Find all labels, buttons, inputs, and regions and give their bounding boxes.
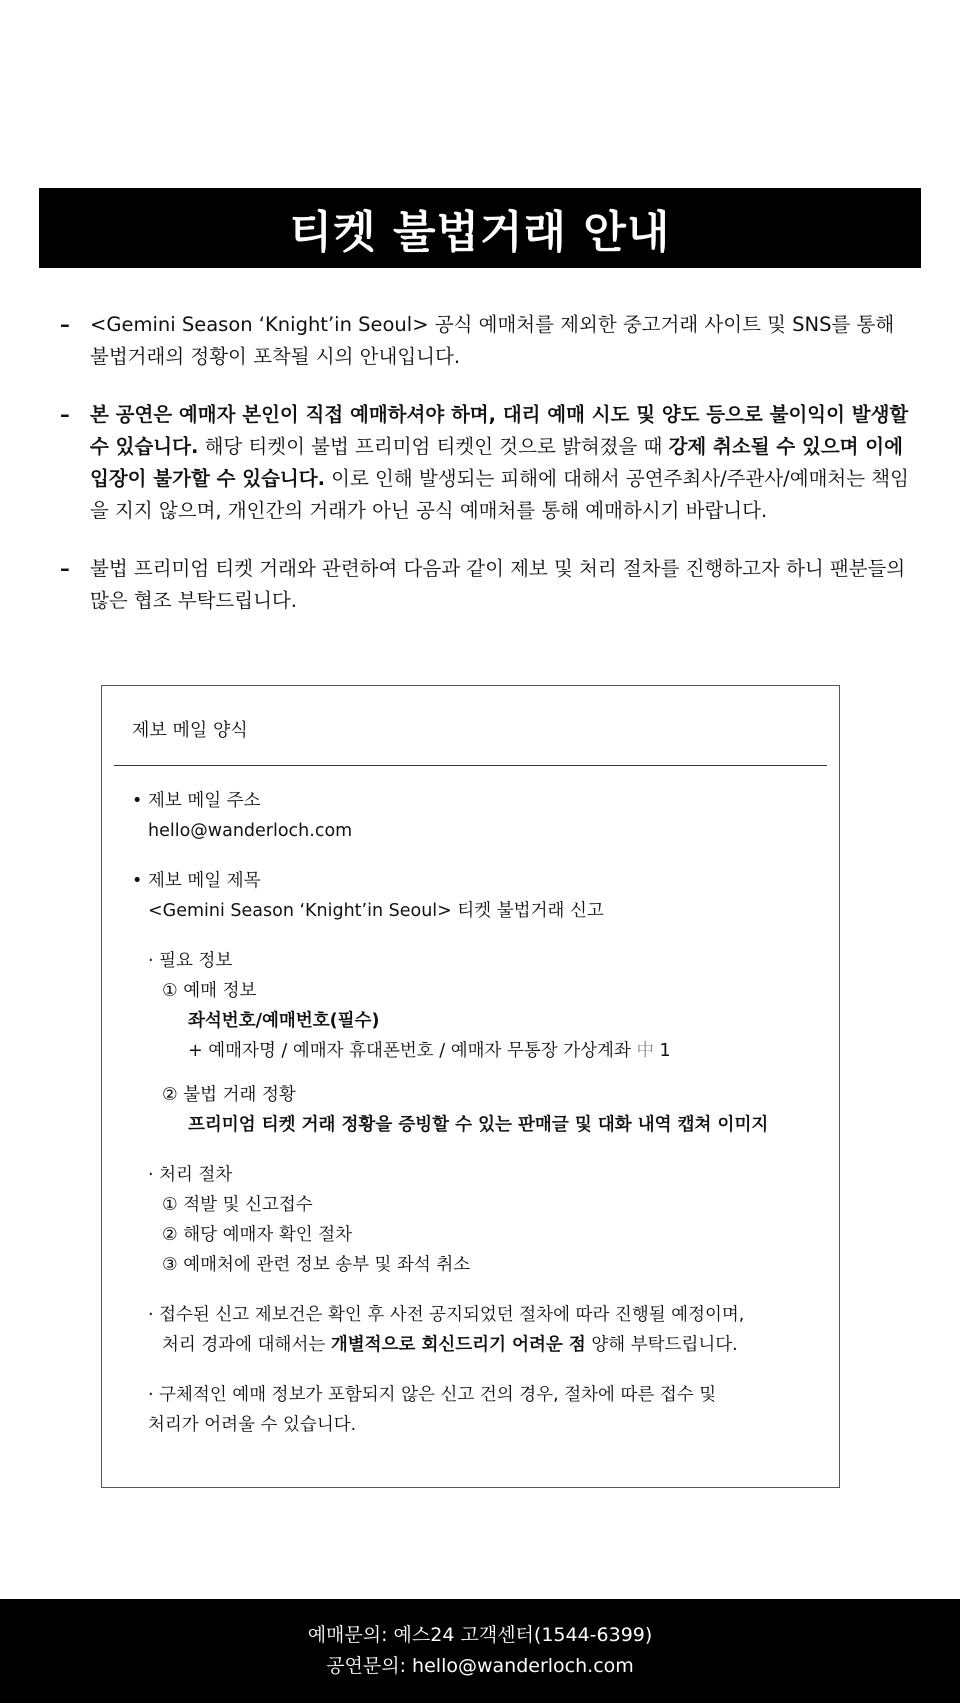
dash-marker: –: [60, 403, 70, 426]
process-step: ② 해당 예매자 확인 절차: [162, 1225, 353, 1245]
hanja-char: 中: [636, 1041, 654, 1061]
dash-marker: –: [60, 313, 70, 336]
footer: [0, 1599, 960, 1703]
note-line: [132, 1330, 822, 1360]
mail-subject: <Gemini Season ‘Knight’in Seoul> 티켓 불법거래 신고: [148, 901, 604, 921]
req-extra-count: 1: [653, 1041, 671, 1061]
note-text: 처리 경과에 대해서는: [162, 1335, 331, 1355]
note-line: 처리가 어려울 수 있습니다.: [148, 1415, 357, 1435]
footer-booking-contact: 예매문의: 예스24 고객센터(1544-6399): [307, 1624, 653, 1646]
form-body: [132, 786, 822, 1440]
mail-subject-label-text: 제보 메일 제목: [148, 871, 261, 891]
mail-subject-label: [132, 866, 822, 896]
notice-item: [60, 399, 910, 527]
notice-bold-text: 본 공연은 예매자 본인이 직접 예매하셔야 하며, 대리 예매 시도 및 양도 등으로 불이익이 발생할 수 있습니다.: [90, 403, 909, 458]
req-illegal-evidence: 프리미엄 티켓 거래 정황을 증빙할 수 있는 판매글 및 대화 내역 캡쳐 이미지: [188, 1115, 769, 1135]
note-bold: 개별적으로 회신드리기 어려운 점: [330, 1335, 586, 1355]
mail-address-label: [132, 786, 822, 816]
note-line: · 구체적인 예매 정보가 포함되지 않은 신고 건의 경우, 절차에 따른 접수 및: [148, 1385, 717, 1405]
form-title: 제보 메일 양식: [132, 720, 248, 741]
note-text: 양해 부탁드립니다.: [585, 1335, 738, 1355]
required-info-label: · 필요 정보: [148, 951, 233, 971]
footer-performance-contact: 공연문의: hello@wanderloch.com: [326, 1655, 634, 1677]
notice-bold-text: 강제 취소될 수 있으며 이에 입장이 불가할 수 있습니다.: [90, 435, 903, 490]
req-extra-text: + 예매자명 / 예매자 휴대폰번호 / 예매자 무통장 가상계좌: [188, 1041, 637, 1061]
req-booking-info-extra: [132, 1036, 822, 1066]
divider: [114, 765, 827, 766]
req-illegal-evidence-label: ② 불법 거래 정황: [162, 1085, 296, 1105]
notice-text: <Gemini Season ‘Knight’in Seoul> 공식 예매처를 제외한 중고거래 사이트 및 SNS를 통해 불법거래의 정황이 포착될 시의 안내입니다.: [90, 313, 895, 368]
notice-item: [60, 309, 910, 373]
bullet-marker: •: [132, 791, 143, 811]
notice-text: 불법 프리미엄 티켓 거래와 관련하여 다음과 같이 제보 및 처리 절차를 진행하고자 하니 팬분들의 많은 협조 부탁드립니다.: [90, 557, 906, 612]
notice-item: [60, 553, 910, 617]
notice-text: 해당 티켓이 불법 프리미엄 티켓인 것으로 밝혀졌을 때: [198, 435, 669, 458]
notice-list: [60, 309, 910, 643]
notice-text: 이로 인해 발생되는 피해에 대해서 공연주최사/주관사/예매처는 책임을 지지 않으며, 개인간의 거래가 아닌 공식 예매처를 통해 예매하시기 바랍니다.: [90, 467, 909, 522]
report-mail-form: [101, 685, 840, 1488]
bullet-marker: •: [132, 871, 143, 891]
title-banner: [39, 188, 921, 268]
process-step: ① 적발 및 신고접수: [162, 1195, 313, 1215]
mail-address-label-text: 제보 메일 주소: [148, 791, 261, 811]
req-booking-info-required: 좌석번호/예매번호(필수): [188, 1011, 380, 1031]
mail-address: hello@wanderloch.com: [148, 821, 353, 841]
process-label: · 처리 절차: [148, 1165, 233, 1185]
process-step: ③ 예매처에 관련 정보 송부 및 좌석 취소: [162, 1255, 471, 1275]
dash-marker: –: [60, 557, 70, 580]
note-line: · 접수된 신고 제보건은 확인 후 사전 공지되었던 절차에 따라 진행될 예정이며,: [148, 1305, 745, 1325]
page-title: 티켓 불법거래 안내: [289, 207, 671, 258]
req-booking-info-label: ① 예매 정보: [162, 981, 257, 1001]
